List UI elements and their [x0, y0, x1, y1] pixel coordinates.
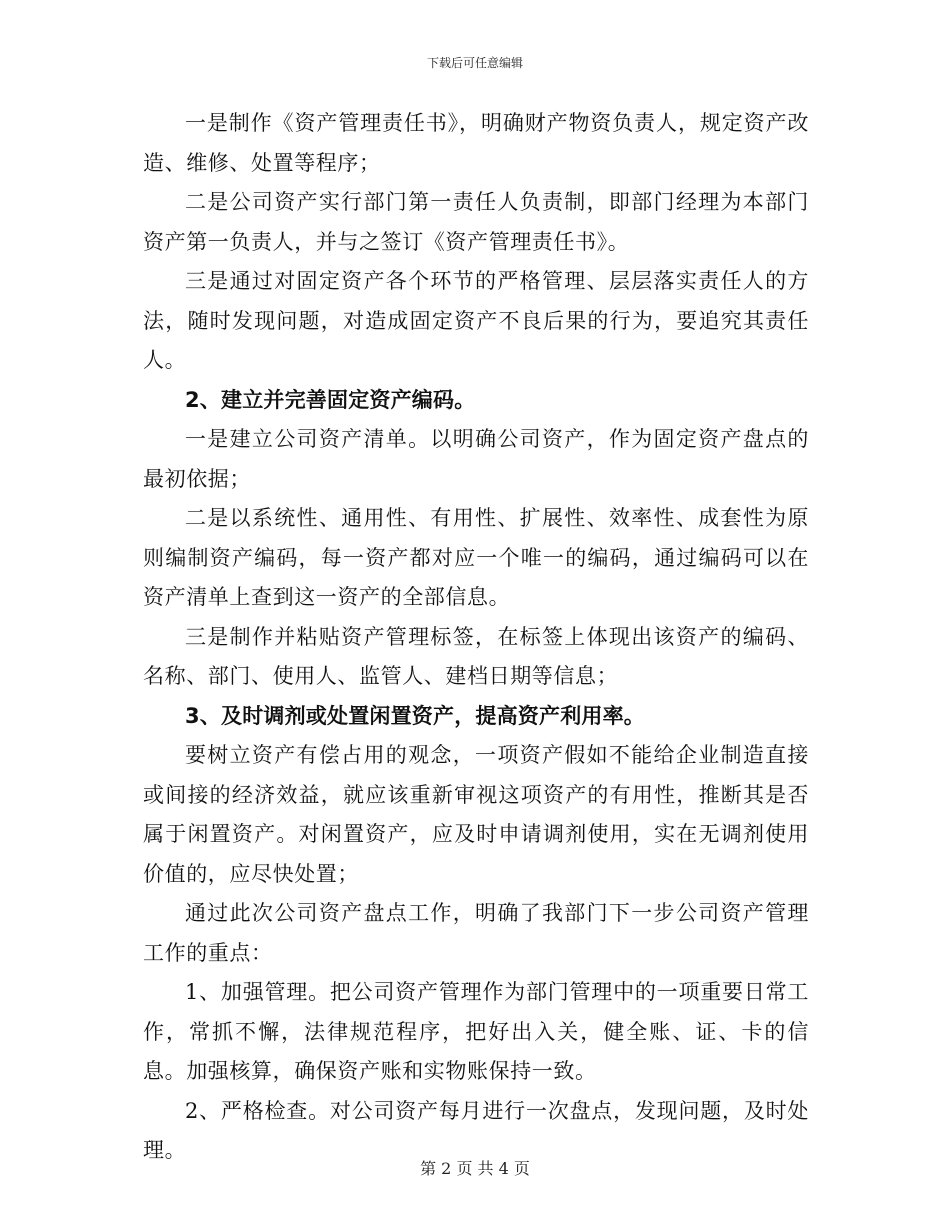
- paragraph: 1、加强管理。把公司资产管理作为部门管理中的一项重要日常工作，常抓不懈，法律规范程序，把好出入关，健全账、证、卡的信息。加强核算，确保资产账和实物账保持一致。: [143, 980, 809, 1083]
- paragraph: 一是制作《资产管理责任书》，明确财产物资负责人，规定资产改造、维修、处置等程序；: [143, 111, 809, 175]
- paragraph: 三是制作并粘贴资产管理标签，在标签上体现出该资产的编码、名称、部门、使用人、监管人、建档日期等信息；: [143, 624, 809, 688]
- page-header: 下载后可任意编辑: [426, 56, 523, 70]
- section-heading: 2、建立并完善固定资产编码。: [185, 387, 476, 412]
- paragraph: 要树立资产有偿占用的观念，一项资产假如不能给企业制造直接或间接的经济效益，就应该重新审视这项资产的有用性，推断其是否属于闲置资产。对闲置资产，应及时申请调剂使用，实在无调剂使用价值的，应尽快处置；: [143, 743, 809, 886]
- paragraph: 一是建立公司资产清单。以明确公司资产，作为固定资产盘点的最初依据；: [143, 427, 809, 491]
- paragraph: 2、严格检查。对公司资产每月进行一次盘点，发现问题，及时处理。: [143, 1098, 809, 1162]
- paragraph: 二是公司资产实行部门第一责任人负责制，即部门经理为本部门资产第一负责人，并与之签订《资产管理责任书》。: [143, 190, 809, 254]
- paragraph: 三是通过对固定资产各个环节的严格管理、层层落实责任人的方法，随时发现问题，对造成固定资产不良后果的行为，要追究其责任人。: [143, 269, 809, 372]
- page-footer: 第 2 页 共 4 页: [420, 1159, 530, 1178]
- paragraph: 二是以系统性、通用性、有用性、扩展性、效率性、成套性为原则编制资产编码，每一资产都对应一个唯一的编码，通过编码可以在资产清单上查到这一资产的全部信息。: [143, 506, 809, 609]
- paragraph: 通过此次公司资产盘点工作，明确了我部门下一步公司资产管理工作的重点：: [143, 901, 809, 965]
- document-body: [143, 104, 809, 1171]
- section-heading: 3、及时调剂或处置闲置资产，提高资产利用率。: [185, 703, 646, 728]
